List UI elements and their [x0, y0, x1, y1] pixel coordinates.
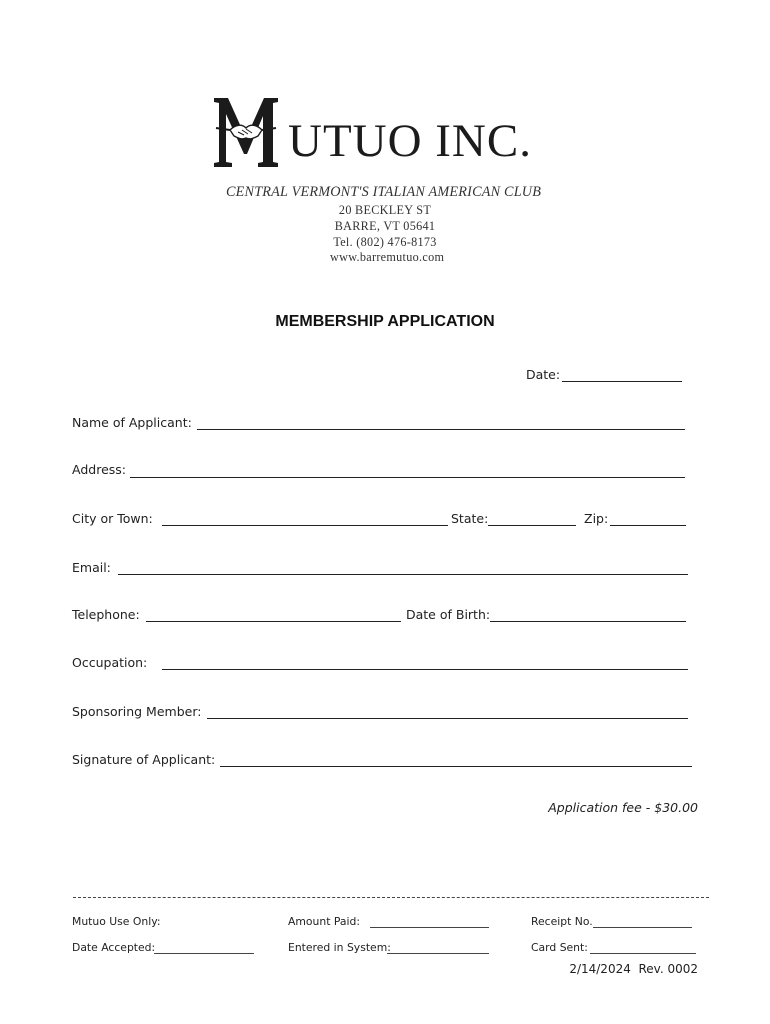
club-logo-icon [210, 92, 282, 172]
telephone-label: Telephone: [72, 607, 140, 622]
email-field[interactable] [118, 574, 688, 575]
occupation-field[interactable] [162, 669, 688, 670]
address-label: Address: [72, 462, 126, 477]
name-label: Name of Applicant: [72, 415, 192, 430]
zip-label: Zip: [584, 511, 609, 526]
application-fee-note: Application fee - $30.00 [548, 800, 698, 815]
date-accepted-label: Date Accepted: [72, 941, 156, 954]
name-field[interactable] [197, 429, 685, 430]
amount-paid-field[interactable] [370, 927, 489, 928]
entered-in-system-label: Entered in System: [288, 941, 391, 954]
telephone-field[interactable] [146, 621, 401, 622]
club-phone: Tel. (802) 476-8173 [333, 235, 437, 249]
email-label: Email: [72, 560, 111, 575]
card-sent-field[interactable] [590, 953, 696, 954]
cut-line-divider [73, 897, 709, 898]
receipt-no-label: Receipt No. [531, 915, 593, 928]
revision-note: 2/14/2024 Rev. 0002 [569, 962, 698, 976]
date-label: Date: [526, 367, 561, 382]
page-title: MEMBERSHIP APPLICATION [275, 313, 495, 330]
occupation-label: Occupation: [72, 655, 148, 670]
sponsor-label: Sponsoring Member: [72, 704, 202, 719]
club-name: CENTRAL VERMONT'S ITALIAN AMERICAN CLUB [226, 184, 542, 200]
club-city: BARRE, VT 05641 [334, 219, 436, 233]
amount-paid-label: Amount Paid: [288, 915, 360, 928]
receipt-no-field[interactable] [593, 927, 692, 928]
zip-field[interactable] [610, 525, 686, 526]
address-field[interactable] [130, 477, 685, 478]
sponsor-field[interactable] [207, 718, 688, 719]
city-label: City or Town: [72, 511, 153, 526]
dob-field[interactable] [490, 621, 686, 622]
date-field[interactable] [562, 381, 682, 382]
entered-in-system-field[interactable] [387, 953, 489, 954]
dob-label: Date of Birth: [406, 607, 491, 622]
card-sent-label: Card Sent: [531, 941, 588, 954]
state-label: State: [451, 511, 489, 526]
city-field[interactable] [162, 525, 448, 526]
date-accepted-field[interactable] [154, 953, 254, 954]
club-website: www.barremutuo.com [330, 250, 445, 264]
office-use-label: Mutuo Use Only: [72, 915, 161, 928]
club-logo-text: UTUO INC. [288, 115, 532, 167]
club-street: 20 BECKLEY ST [338, 203, 432, 217]
signature-label: Signature of Applicant: [72, 752, 216, 767]
signature-field[interactable] [220, 766, 692, 767]
state-field[interactable] [488, 525, 576, 526]
